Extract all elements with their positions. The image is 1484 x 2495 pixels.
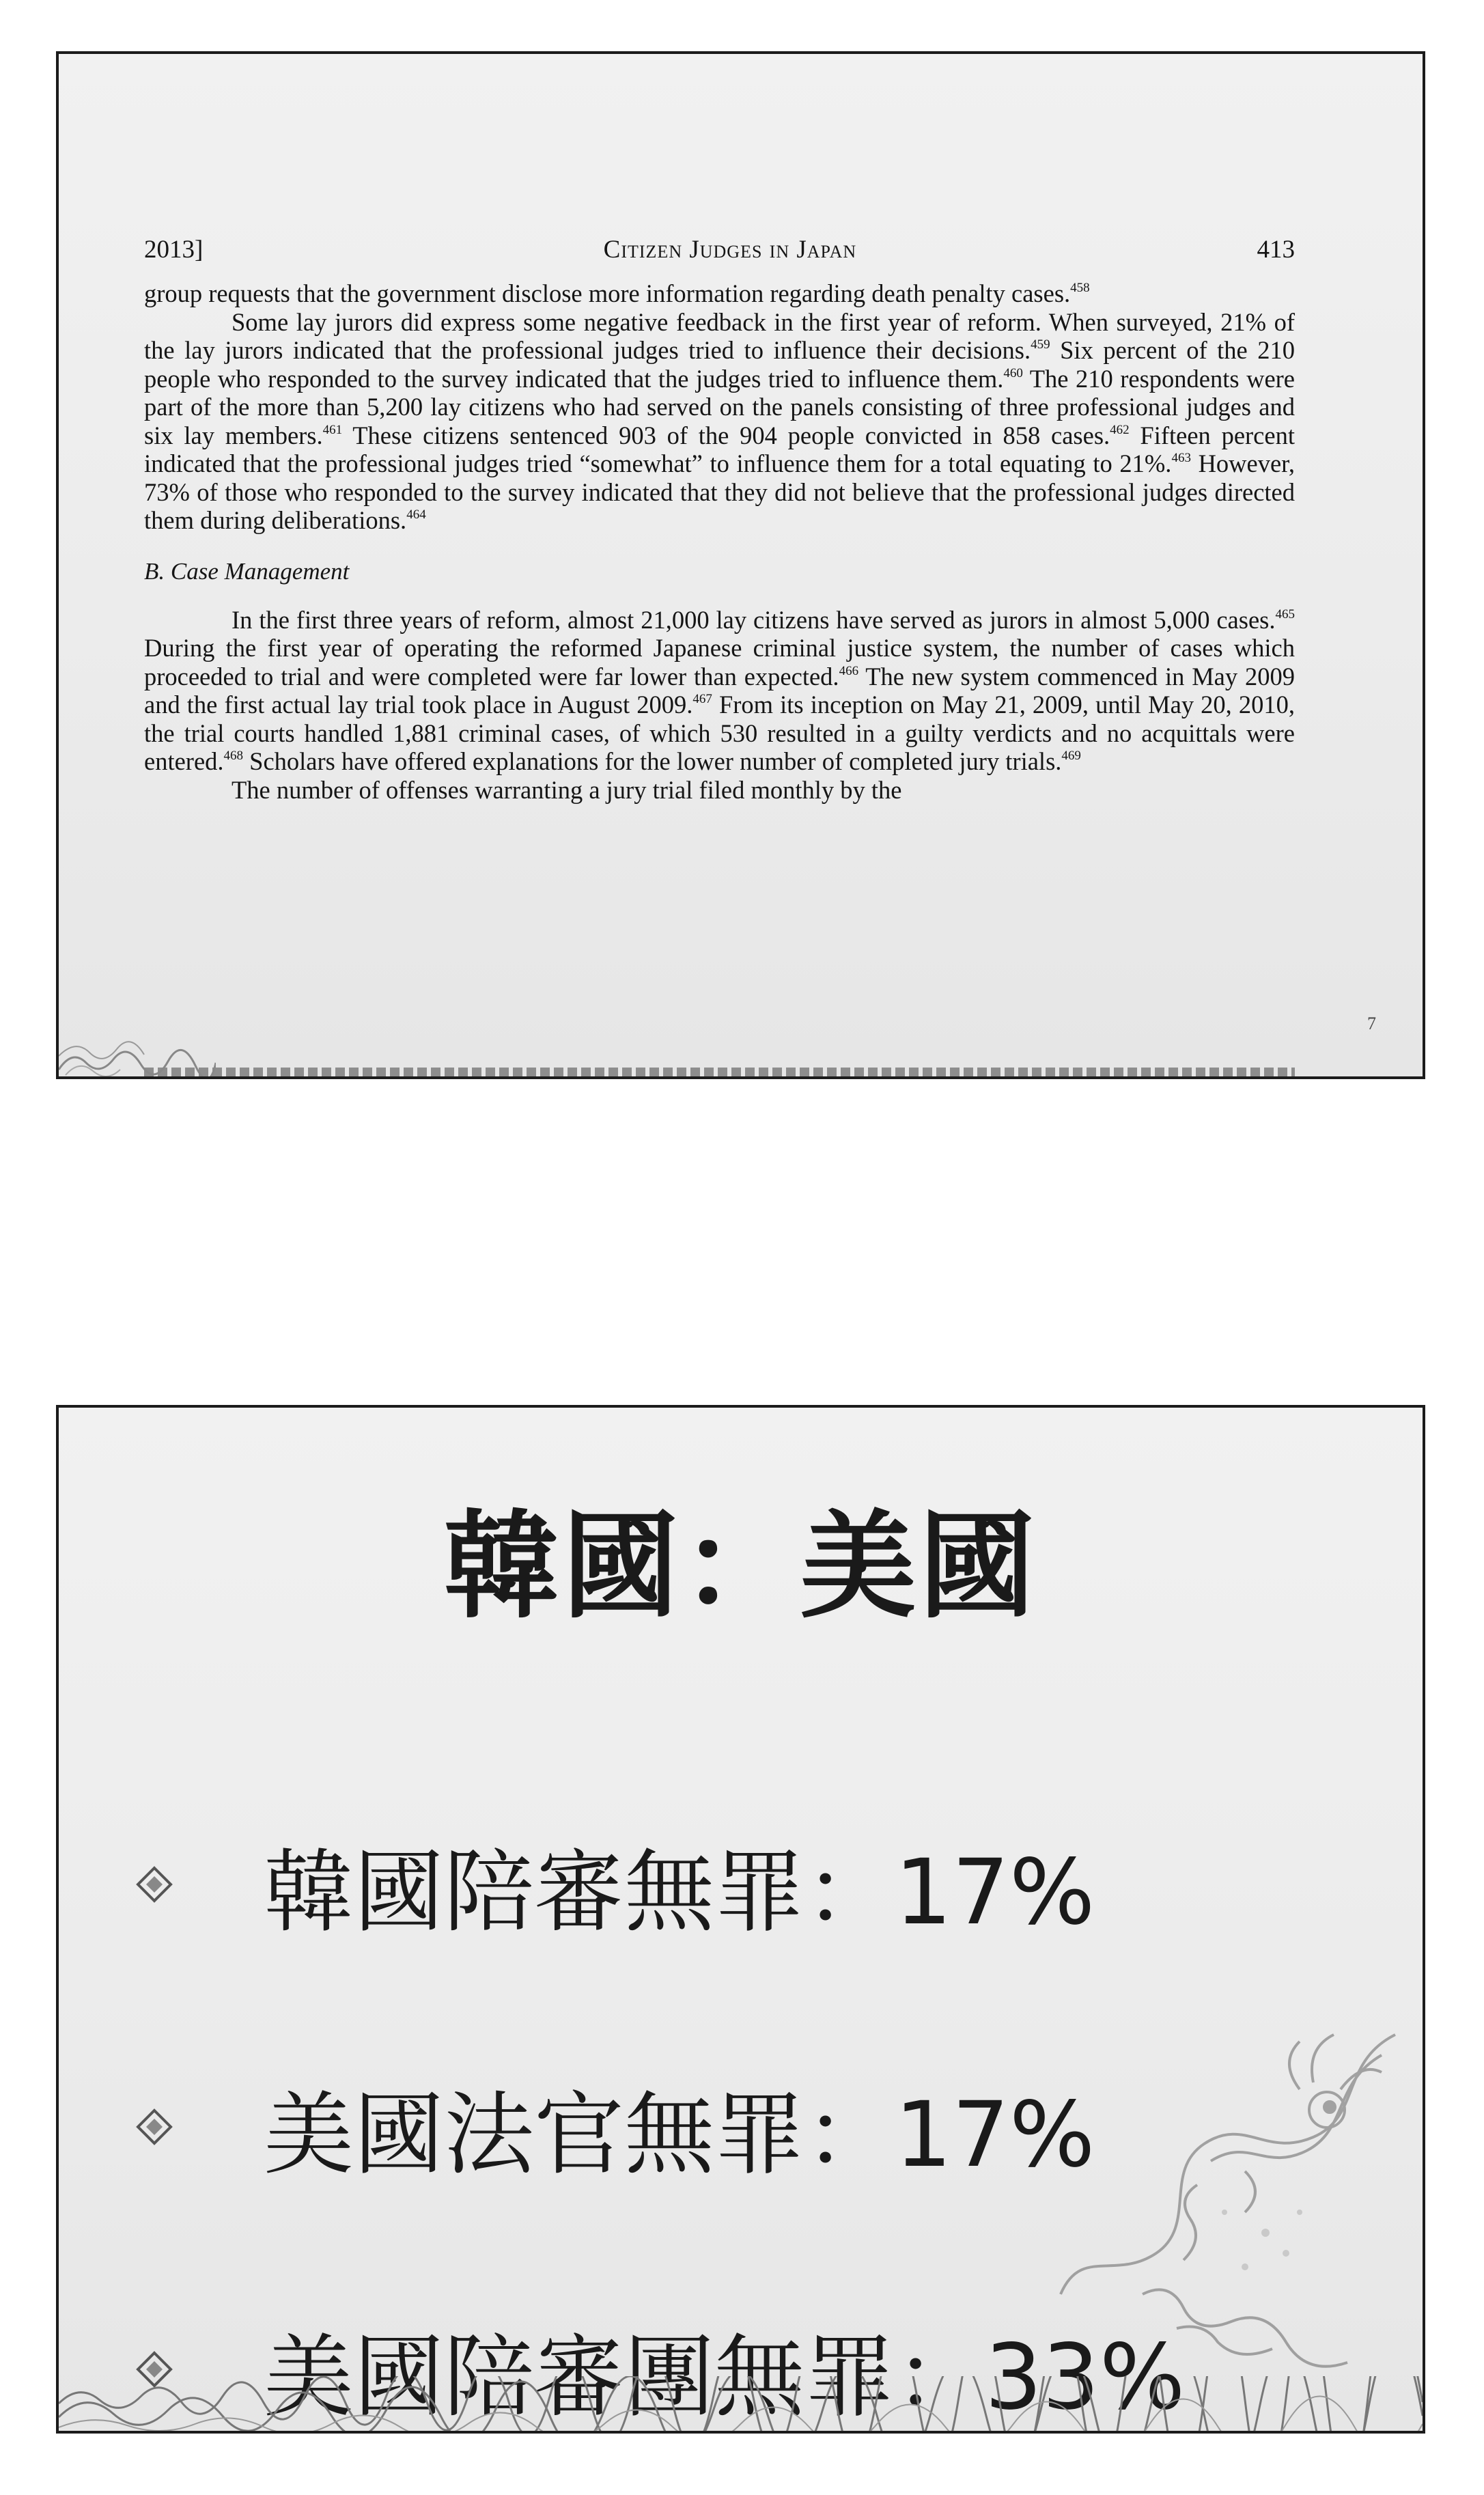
- paragraph-3-text: Scholars have offered explanations for the lower number of completed jury trials.: [243, 747, 1062, 775]
- footnote-ref: 469: [1061, 749, 1081, 763]
- section-heading: B. Case Management: [144, 557, 350, 585]
- cut-off-text-line: [144, 1063, 1295, 1077]
- footnote-ref: 467: [692, 692, 712, 706]
- page-number: 413: [1257, 236, 1295, 264]
- footnote-ref: 462: [1110, 422, 1130, 437]
- footnote-ref: 461: [322, 422, 343, 437]
- footnote-ref: 466: [839, 663, 859, 678]
- footnote-ref: 458: [1070, 281, 1090, 295]
- footnote-ref: 460: [1003, 365, 1023, 380]
- paragraph-1: [144, 279, 1295, 308]
- paragraph-2-text: The 210 respondents were part of the more than 5,200 lay citizens who had served on the panels consisting of three professional judges and six lay members.: [144, 364, 1295, 449]
- paragraph-2-text: Six percent of the 210 people who responded to the survey indicated that the judges tried to influence them.: [144, 336, 1295, 393]
- diamond-bullet-icon: [134, 2106, 175, 2147]
- paragraph-1-text: group requests that the government disclose more information regarding death penalty cases.: [144, 279, 1071, 307]
- bullet-text: 美國陪審團無罪：33%: [264, 2324, 1186, 2430]
- running-head-title: Citizen Judges in Japan: [603, 236, 857, 264]
- footnote-ref: 464: [406, 507, 426, 522]
- paragraph-3: [144, 606, 1295, 776]
- running-head: [144, 235, 1295, 264]
- wave-corner-ornament-icon: [59, 1022, 216, 1076]
- bullet-text: 韓國陪審無罪：17%: [264, 1839, 1095, 1945]
- bullet-text: 美國法官無罪：17%: [264, 2082, 1095, 2188]
- diamond-bullet-icon: [134, 1864, 175, 1905]
- dragon-ornament-icon: [1040, 2007, 1423, 2390]
- paragraph-4: The number of offenses warranting a jury trial filed monthly by the: [232, 775, 902, 804]
- paragraph-2-text: Some lay jurors did express some negative feedback in the first year of reform. When surveyed, 21% of the lay jurors indicated that the professional judges tried to influence their decisions.: [144, 307, 1295, 364]
- footnote-ref: 465: [1275, 607, 1295, 622]
- footnote-ref: 463: [1171, 451, 1191, 465]
- paragraph-2-text: These citizens sentenced 903 of the 904 people convicted in 858 cases.: [342, 421, 1110, 449]
- wave-border-ornament: [59, 2376, 1423, 2431]
- wave-pattern-icon: [59, 2376, 1423, 2431]
- footnote-ref: 459: [1031, 337, 1050, 352]
- paragraph-3-text: From its inception on May 21, 2009, until May 20, 2010, the trial courts handled 1,881 criminal cases, of which 530 resulted in a guilty verdicts and no acquittals were entered.: [144, 691, 1296, 775]
- running-head-year: 2013]: [144, 236, 204, 264]
- footnote-ref: 468: [223, 749, 244, 763]
- paragraph-2-text: However, 73% of those who responded to the survey indicated that they did not believe that the professional judges directed them during deliberations.: [144, 449, 1296, 534]
- slide-acquittal-comparison: [56, 1405, 1425, 2434]
- bullet-item: [134, 1763, 1295, 2005]
- scanned-document-page: [144, 235, 1295, 804]
- paragraph-3-text: During the first year of operating the reformed Japanese criminal justice system, the number of cases which proceeded to trial and were completed were far lower than expected.: [144, 634, 1295, 691]
- paragraph-2-text: Fifteen percent indicated that the professional judges tried “somewhat” to influence them for a total equating to 21%.: [144, 421, 1295, 477]
- slide-title: 韓國：美國: [443, 1499, 1038, 1634]
- paragraph-3-text: In the first three years of reform, almost 21,000 lay citizens have served as jurors in almost 5,000 cases.: [232, 605, 1276, 634]
- paragraph-2: [144, 308, 1295, 535]
- slide-number: 7: [1367, 1014, 1376, 1033]
- paragraph-3-text: The new system commenced in May 2009 and the first actual lay trial took place in August 2009.: [144, 662, 1295, 719]
- slide-law-review-page: [56, 51, 1425, 1079]
